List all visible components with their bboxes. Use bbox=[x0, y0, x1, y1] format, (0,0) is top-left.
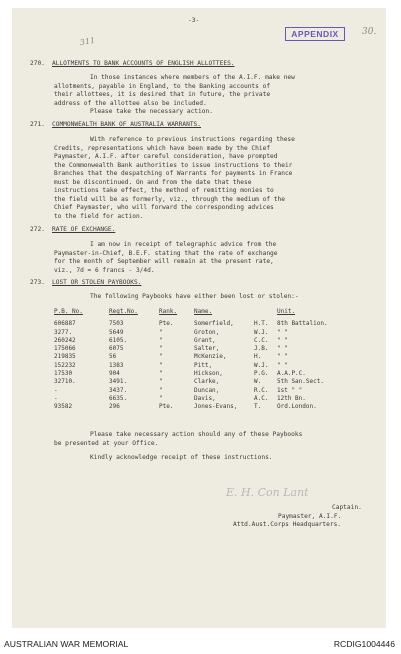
table-cell: 17530 bbox=[54, 370, 73, 378]
table-cell: " bbox=[159, 361, 163, 369]
section-heading: RATE OF EXCHANGE. bbox=[52, 226, 116, 233]
table-cell: W. bbox=[254, 378, 262, 386]
table-cell: McKenzie, bbox=[194, 353, 227, 361]
signoff-unit: Attd.Aust.Corps Headquarters. bbox=[233, 521, 342, 528]
table-cell: 904 bbox=[109, 370, 120, 378]
table-cell: " bbox=[159, 336, 163, 344]
table-row bbox=[54, 378, 374, 386]
table-cell: " bbox=[159, 394, 163, 402]
paragraph-line: With reference to previous instructions regarding these bbox=[90, 136, 295, 143]
table-row bbox=[54, 387, 374, 395]
paybook-table bbox=[54, 308, 374, 412]
table-cell: Somerfield, bbox=[194, 320, 234, 328]
table-cell: " bbox=[159, 353, 163, 361]
table-cell: " " bbox=[277, 353, 288, 361]
paragraph-line: Paymaster, A.I.F. after careful consideration, have prompted bbox=[54, 153, 278, 160]
table-cell: A.C. bbox=[254, 394, 269, 402]
table-cell: 32710. bbox=[54, 378, 76, 386]
table-body bbox=[54, 320, 374, 411]
section-number: 273. bbox=[30, 279, 45, 286]
table-cell: " bbox=[159, 345, 163, 353]
table-row bbox=[54, 362, 374, 370]
paragraph-line: instructions take effect, the method of remitting monies to bbox=[54, 187, 274, 194]
archive-footer bbox=[0, 636, 401, 654]
table-cell: Davis, bbox=[194, 394, 216, 402]
table-row bbox=[54, 395, 374, 403]
section-number: 272. bbox=[30, 226, 45, 233]
table-cell: H.T. bbox=[254, 320, 269, 328]
footer-institution: AUSTRALIAN WAR MEMORIAL bbox=[4, 639, 129, 649]
table-cell: Duncan, bbox=[194, 386, 220, 394]
section-number: 270. bbox=[30, 60, 45, 67]
column-header: Regt.No. bbox=[109, 308, 138, 315]
paragraph-line: must be discontinued. On and from the date that these bbox=[54, 178, 252, 186]
section-heading: COMMONWEALTH BANK OF AUSTRALIA WARRANTS. bbox=[52, 121, 202, 128]
table-cell: A.A.P.C. bbox=[277, 370, 306, 378]
table-cell: Clarke, bbox=[194, 378, 220, 386]
table-cell: Salter, bbox=[194, 345, 220, 353]
table-cell: Grant, bbox=[194, 336, 216, 344]
page-number: -3- bbox=[188, 17, 200, 24]
table-header-row bbox=[54, 308, 374, 316]
table-cell: 260242 bbox=[54, 336, 76, 344]
table-cell: 5th San.Sect. bbox=[277, 378, 324, 386]
handwritten-number: 30. bbox=[362, 27, 377, 37]
table-cell: 8th Battalion. bbox=[277, 320, 328, 328]
table-cell: Pte. bbox=[159, 320, 174, 328]
appendix-stamp: APPENDIX bbox=[285, 27, 345, 41]
table-cell: J.B. bbox=[254, 345, 269, 353]
table-cell: " bbox=[159, 370, 163, 378]
paragraph-line: Credits, representations which have been made by the Chief bbox=[54, 144, 271, 152]
paragraph-line: Branches that the despatching of Warrants for payments in France bbox=[54, 170, 293, 177]
table-cell: 12th Bn. bbox=[277, 394, 306, 402]
section-heading: ALLOTMENTS TO BANK ACCOUNTS OF ENGLISH ALLOTTEES. bbox=[52, 60, 235, 67]
table-cell: Pitt, bbox=[194, 361, 213, 369]
table-cell: C.C. bbox=[254, 336, 269, 344]
table-row bbox=[54, 320, 374, 328]
table-cell: 6105. bbox=[109, 336, 128, 344]
table-cell: 7503 bbox=[109, 320, 124, 328]
table-cell: Groton, bbox=[194, 328, 220, 336]
paragraph-line: allotments, payable in England, to the Banking accounts of bbox=[54, 82, 271, 90]
table-cell: 6075 bbox=[109, 345, 124, 353]
paragraph-line: to the field for action. bbox=[54, 212, 144, 220]
table-cell: W.J. bbox=[254, 328, 269, 336]
table-cell: Ord.London. bbox=[277, 403, 317, 411]
table-cell: 606887 bbox=[54, 320, 76, 328]
column-header: Rank. bbox=[159, 308, 178, 315]
table-cell: 152232 bbox=[54, 361, 76, 369]
table-cell: - bbox=[54, 394, 58, 402]
paragraph-line: viz., 7d = 6 francs - 3/4d. bbox=[54, 266, 155, 274]
table-cell: 175066 bbox=[54, 345, 76, 353]
table-cell: 93582 bbox=[54, 403, 73, 411]
paragraph-line: I am now in receipt of telegraphic advice from the bbox=[90, 241, 277, 248]
table-row bbox=[54, 337, 374, 345]
table-cell: H. bbox=[254, 353, 262, 361]
table-cell: P.G. bbox=[254, 370, 269, 378]
table-row bbox=[54, 329, 374, 337]
document-page bbox=[12, 8, 386, 628]
table-cell: " bbox=[159, 328, 163, 336]
paragraph-line: In those instances where members of the A.I.F. make new bbox=[90, 74, 295, 81]
table-cell: 3491. bbox=[109, 378, 128, 386]
column-header: Name. bbox=[194, 308, 213, 315]
table-cell: " " bbox=[277, 361, 288, 369]
table-cell: Hickson, bbox=[194, 370, 223, 378]
table-cell: - bbox=[54, 386, 58, 394]
signoff-rank: Captain. bbox=[332, 504, 362, 511]
table-row bbox=[54, 353, 374, 361]
paragraph-line: Paymaster-in-Chief, B.E.F. stating that the rate of exchange bbox=[54, 249, 278, 257]
table-cell: W.J. bbox=[254, 361, 269, 369]
table-cell: R.C. bbox=[254, 386, 269, 394]
column-header: P.B. No. bbox=[54, 308, 83, 315]
paragraph-line: Chief Paymaster, who will forward the corresponding advices bbox=[54, 204, 274, 211]
footer-record-id: RCDIG1004446 bbox=[333, 639, 395, 649]
table-row bbox=[54, 370, 374, 378]
table-cell: 56 bbox=[109, 353, 117, 361]
paragraph-line: for the month of September will remain at the present rate, bbox=[54, 258, 274, 265]
table-cell: 5649 bbox=[109, 328, 124, 336]
paragraph-line: the field will be as formerly, viz., through the medium of the bbox=[54, 195, 285, 203]
table-cell: " " bbox=[277, 328, 288, 336]
handwritten-folio: 311 bbox=[79, 35, 96, 48]
table-cell: " bbox=[159, 378, 163, 386]
table-cell: 219835 bbox=[54, 353, 76, 361]
column-header: Unit. bbox=[277, 308, 296, 315]
table-cell: Pte. bbox=[159, 403, 174, 411]
paragraph-line: be presented at your Office. bbox=[54, 439, 159, 447]
paragraph-line: Please take necessary action should any of these Paybooks bbox=[90, 431, 303, 438]
table-row bbox=[54, 403, 374, 411]
closing-line: Kindly acknowledge receipt of these instructions. bbox=[90, 454, 273, 461]
table-cell: 1383 bbox=[109, 361, 124, 369]
table-cell: 296 bbox=[109, 403, 120, 411]
table-cell: T. bbox=[254, 403, 262, 411]
signoff-title: Paymaster, A.I.F. bbox=[278, 512, 342, 520]
paragraph-line: The following Paybooks have either been lost or stolen:- bbox=[90, 293, 299, 300]
paragraph-line: address of the allottee also be included. bbox=[54, 99, 207, 107]
paragraph-line: their allottees, it is desired that in future, the private bbox=[54, 91, 271, 98]
signature: E. H. Con Lant bbox=[226, 486, 309, 499]
table-cell: 3437. bbox=[109, 386, 128, 394]
table-cell: " " bbox=[277, 345, 288, 353]
table-cell: Jones-Evans, bbox=[194, 403, 238, 411]
section-number: 271. bbox=[30, 121, 45, 128]
table-cell: " bbox=[159, 386, 163, 394]
table-cell: " " bbox=[277, 336, 288, 344]
section-heading: LOST OR STOLEN PAYBOOKS. bbox=[52, 279, 142, 286]
paragraph-line: the Commonwealth Bank authorities to issue instructions to their bbox=[54, 161, 293, 169]
table-cell: 1st " " bbox=[277, 386, 303, 394]
paragraph-line: Please take the necessary action. bbox=[90, 108, 213, 115]
table-cell: 3277. bbox=[54, 328, 73, 336]
table-cell: 6635. bbox=[109, 394, 128, 402]
table-row bbox=[54, 345, 374, 353]
